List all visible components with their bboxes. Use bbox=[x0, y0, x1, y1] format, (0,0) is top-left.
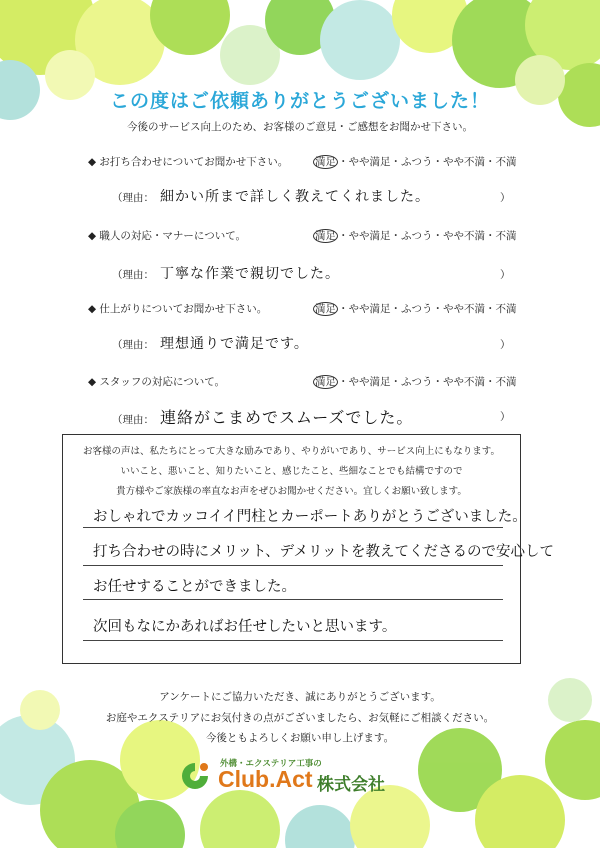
comment-text: お任せすることができました。 bbox=[93, 579, 296, 595]
rating-options: ・やや満足・ふつう・やや不満・不満 bbox=[338, 156, 517, 168]
reason-answer: 細かい所まで詳しく教えてくれました。 bbox=[160, 189, 430, 205]
reason-label: （理由： bbox=[112, 269, 154, 281]
comment-box bbox=[62, 434, 554, 664]
reason-answer: 連絡がこまめでスムーズでした。 bbox=[160, 408, 414, 427]
logo-mark-icon bbox=[178, 759, 212, 793]
comment-intro-line: いいこと、悪いこと、知りたいこと、感じたこと、些細なことでも結構ですので bbox=[120, 466, 463, 477]
reason-field bbox=[112, 186, 430, 206]
selected-rating: 満足 bbox=[315, 230, 336, 242]
rating-options: ・やや満足・ふつう・やや不満・不満 bbox=[338, 303, 517, 315]
reason-field bbox=[112, 263, 340, 283]
selected-rating: 満足 bbox=[315, 376, 336, 388]
comment-text: おしゃれでカッコイイ門柱とカーポートありがとうございました。 bbox=[93, 509, 527, 525]
reason-field bbox=[112, 405, 413, 428]
comment-rule bbox=[83, 640, 503, 641]
reason-answer: 理想通りで満足です。 bbox=[160, 336, 309, 352]
question-label: ◆ スタッフの対応について。 bbox=[88, 376, 225, 388]
logo-subtitle: 外構・エクステリア工事の bbox=[220, 759, 322, 769]
logo-brand: Club.Act bbox=[218, 766, 313, 792]
outro-line: お庭やエクステリアにお気付きの点がございましたら、お気軽にご相談ください。 bbox=[105, 712, 495, 724]
selected-rating: 満足 bbox=[315, 156, 336, 168]
comment-intro-line: お客様の声は、私たちにとって大きな励みであり、やりがいであり、サービス向上にもなります。 bbox=[82, 446, 501, 457]
survey-intro: 今後のサービス向上のため、お客様のご意見・ご感想をお聞かせ下さい。 bbox=[126, 121, 474, 133]
comment-rule bbox=[83, 527, 503, 528]
outro-line: アンケートにご協力いただき、誠にありがとうございます。 bbox=[159, 691, 441, 703]
reason-field bbox=[112, 333, 309, 353]
rating-scale bbox=[313, 374, 517, 389]
close-paren: ） bbox=[500, 411, 511, 423]
question-label: ◆ 職人の対応・マナーについて。 bbox=[88, 230, 246, 242]
reason-label: （理由： bbox=[112, 192, 154, 204]
reason-label: （理由： bbox=[112, 339, 154, 351]
comment-rule bbox=[83, 599, 503, 600]
rating-options: ・やや満足・ふつう・やや不満・不満 bbox=[338, 230, 517, 242]
comment-text: 打ち合わせの時にメリット、デメリットを教えてくださるので安心して bbox=[93, 544, 554, 560]
rating-scale bbox=[313, 154, 517, 169]
logo-company: 株式会社 bbox=[317, 775, 385, 795]
rating-options: ・やや満足・ふつう・やや不満・不満 bbox=[338, 376, 517, 388]
comment-rule bbox=[83, 565, 503, 566]
close-paren: ） bbox=[500, 269, 511, 281]
reason-answer: 丁寧な作業で親切でした。 bbox=[160, 266, 340, 282]
close-paren: ） bbox=[500, 192, 511, 204]
company-logo bbox=[178, 757, 413, 793]
rating-scale bbox=[313, 228, 517, 243]
rating-scale bbox=[313, 301, 517, 316]
page-title: この度はご依頼ありがとうございました！ bbox=[109, 90, 490, 112]
question-label: ◆ お打ち合わせについてお聞かせ下さい。 bbox=[88, 156, 289, 168]
outro-line: 今後ともよろしくお願い申し上げます。 bbox=[205, 732, 395, 744]
close-paren: ） bbox=[500, 339, 511, 351]
selected-rating: 満足 bbox=[315, 303, 336, 315]
comment-intro-line: 貴方様やご家族様の率直なお声をぜひお聞かせください。宜しくお願い致します。 bbox=[116, 486, 467, 497]
comment-text: 次回もなにかあればお任せしたいと思います。 bbox=[93, 619, 397, 635]
question-label: ◆ 仕上がりについてお聞かせ下さい。 bbox=[88, 303, 268, 315]
reason-label: （理由： bbox=[112, 414, 154, 426]
